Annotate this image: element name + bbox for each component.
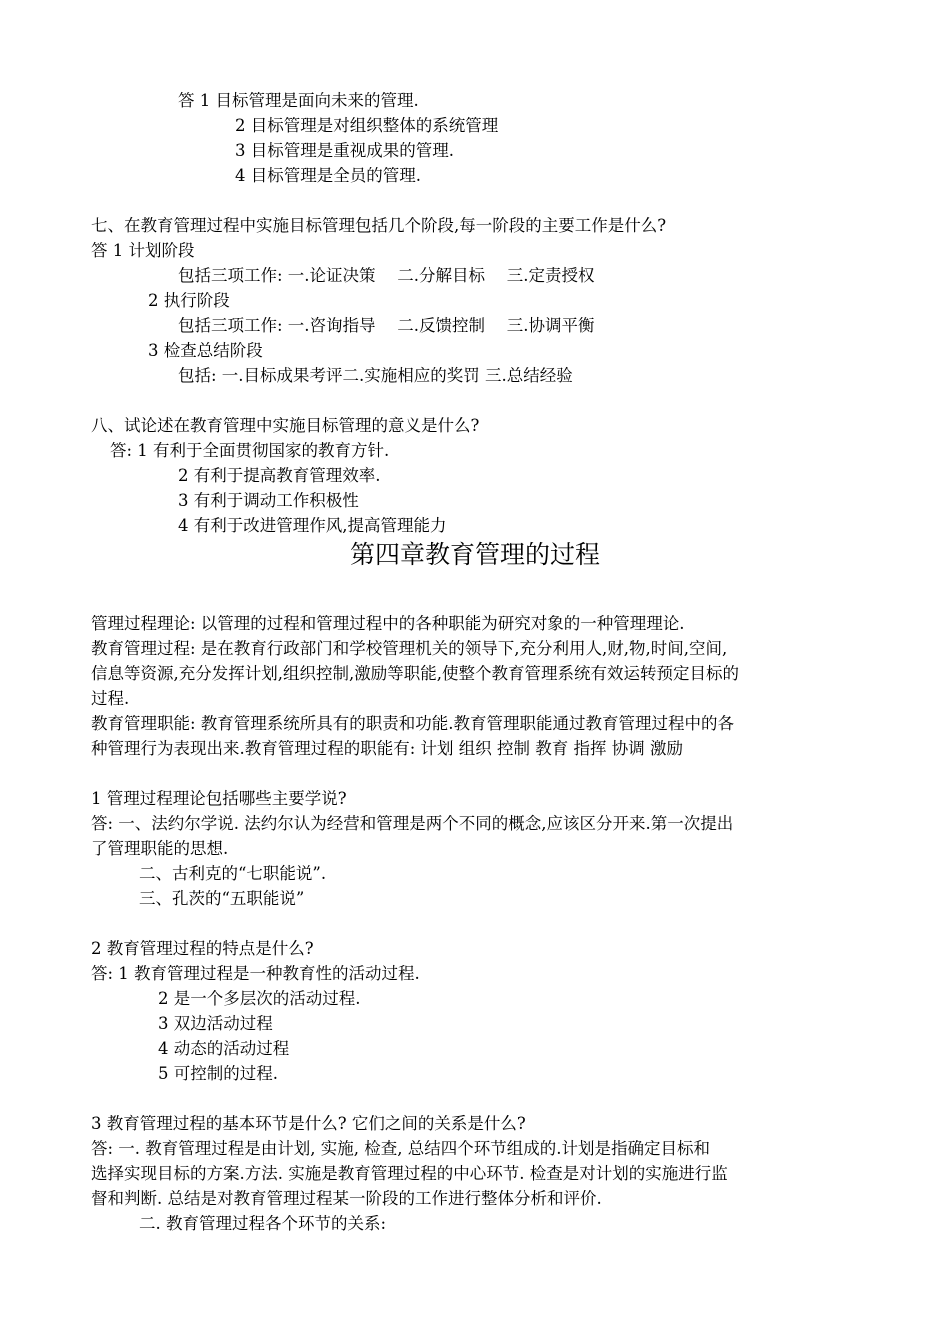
definition-edu-function-line-1: 教育管理职能: 教育管理系统所具有的职责和功能.教育管理职能通过教育管理过程中的各 xyxy=(91,714,735,733)
s7-stage-2: 2 执行阶段 xyxy=(148,291,230,310)
q3-answer-1-line-2: 选择实现目标的方案.方法. 实施是教育管理过程的中心环节. 检查是对计划的实施进行监 xyxy=(91,1164,728,1183)
s6-answer-1: 答 1 目标管理是面向未来的管理. xyxy=(178,91,419,110)
q3-answer-1-line-3: 督和判断. 总结是对教育管理过程某一阶段的工作进行整体分析和评价. xyxy=(91,1189,602,1208)
q2-answer-3: 3 双边活动过程 xyxy=(158,1014,273,1033)
definition-edu-function-line-2: 种管理行为表现出来.教育管理过程的职能有: 计划 组织 控制 教育 指挥 协调 激励 xyxy=(91,739,684,758)
definition-edu-process-line-2: 信息等资源,充分发挥计划,组织控制,激励等职能,使整个教育管理系统有效运转预定目标的 xyxy=(91,664,739,683)
s7-stage-1-work: 包括三项工作: 一.论证决策 二.分解目标 三.定责授权 xyxy=(178,266,595,285)
q1-answer-3: 三、孔茨的“五职能说” xyxy=(139,889,305,908)
q2-answer-1: 答: 1 教育管理过程是一种教育性的活动过程. xyxy=(91,964,420,983)
definition-edu-process-line-1: 教育管理过程: 是在教育行政部门和学校管理机关的领导下,充分利用人,财,物,时间,空间, xyxy=(91,639,728,658)
q2-question: 2 教育管理过程的特点是什么? xyxy=(91,939,314,958)
s8-answer-4: 4 有利于改进管理作风,提高管理能力 xyxy=(178,516,447,535)
s6-answer-3: 3 目标管理是重视成果的管理. xyxy=(235,141,454,160)
definition-edu-process-line-3: 过程. xyxy=(91,689,130,708)
s7-stage-3-work: 包括: 一.目标成果考评二.实施相应的奖罚 三.总结经验 xyxy=(178,366,573,385)
s6-answer-2: 2 目标管理是对组织整体的系统管理 xyxy=(235,116,499,135)
q1-answer-1-line-1: 答: 一、法约尔学说. 法约尔认为经营和管理是两个不同的概念,应该区分开来.第一次提出 xyxy=(91,814,734,833)
s8-answer-1: 答: 1 有利于全面贯彻国家的教育方针. xyxy=(110,441,390,460)
q3-answer-2: 二. 教育管理过程各个环节的关系: xyxy=(139,1214,387,1233)
q2-answer-4: 4 动态的活动过程 xyxy=(158,1039,290,1058)
q2-answer-2: 2 是一个多层次的活动过程. xyxy=(158,989,361,1008)
s8-question: 八、试论述在教育管理中实施目标管理的意义是什么? xyxy=(91,416,480,435)
q3-answer-1-line-1: 答: 一. 教育管理过程是由计划, 实施, 检查, 总结四个环节组成的.计划是指确定目标和 xyxy=(91,1139,711,1158)
definition-process-theory: 管理过程理论: 以管理的过程和管理过程中的各种职能为研究对象的一种管理理论. xyxy=(91,614,685,633)
chapter-title: 第四章教育管理的过程 xyxy=(349,540,600,569)
q1-answer-2: 二、古利克的“七职能说”. xyxy=(139,864,327,883)
s7-question: 七、在教育管理过程中实施目标管理包括几个阶段,每一阶段的主要工作是什么? xyxy=(91,216,667,235)
s6-answer-4: 4 目标管理是全员的管理. xyxy=(235,166,421,185)
s7-stage-2-work: 包括三项工作: 一.咨询指导 二.反馈控制 三.协调平衡 xyxy=(178,316,595,335)
s7-stage-1: 答 1 计划阶段 xyxy=(91,241,195,260)
q2-answer-5: 5 可控制的过程. xyxy=(158,1064,278,1083)
s7-stage-3: 3 检查总结阶段 xyxy=(148,341,263,360)
s8-answer-2: 2 有利于提高教育管理效率. xyxy=(178,466,381,485)
q1-answer-1-line-2: 了管理职能的思想. xyxy=(91,839,229,858)
q3-question: 3 教育管理过程的基本环节是什么? 它们之间的关系是什么? xyxy=(91,1114,526,1133)
s8-answer-3: 3 有利于调动工作积极性 xyxy=(178,491,359,510)
q1-question: 1 管理过程理论包括哪些主要学说? xyxy=(91,789,347,808)
